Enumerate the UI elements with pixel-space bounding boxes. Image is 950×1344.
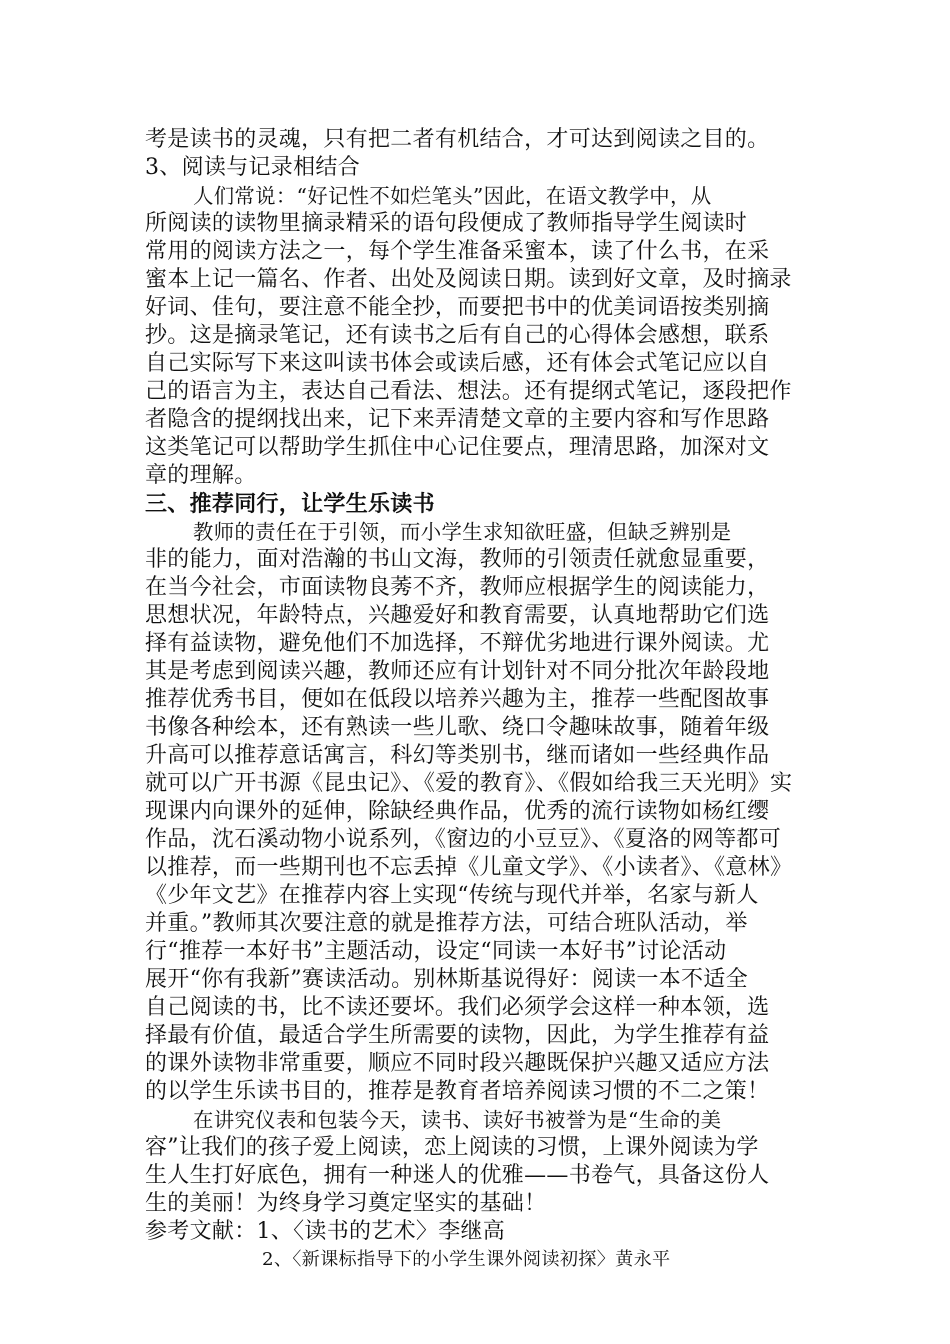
- text-line: 常用的阅读方法之一，每个学生准备采蜜本，读了什么书，在采: [145, 239, 770, 264]
- text-line: 者隐含的提纲找出来，记下来弄清楚文章的主要内容和写作思路: [145, 407, 770, 432]
- text-line: 择最有价值，最适合学生所需要的读物，因此，为学生推荐有益: [145, 1023, 770, 1048]
- section-heading: 三、推荐同行，让学生乐读书: [145, 491, 435, 517]
- paragraph-start-line: 教师的责任在于引领，而小学生求知欲旺盛，但缺乏辨别是: [193, 520, 732, 544]
- text-line: 容”让我们的孩子爱上阅读，恋上阅读的习惯，上课外阅读为学: [145, 1135, 759, 1160]
- text-line: 现课内向课外的延伸，除缺经典作品，优秀的流行读物如杨红缨: [145, 799, 770, 824]
- text-line: 推荐优秀书目，便如在低段以培养兴趣为主，推荐一些配图故事: [145, 687, 770, 712]
- text-line: 择有益读物，避免他们不加选择，不辩优劣地进行课外阅读。尤: [145, 631, 770, 656]
- text-line: 好词、佳句，要注意不能全抄，而要把书中的优美词语按类别摘: [145, 295, 770, 320]
- text-line: 自己实际写下来这叫读书体会或读后感，还有体会式笔记应以自: [145, 351, 770, 376]
- text-line: 所阅读的读物里摘录精采的语句段便成了教师指导学生阅读时: [145, 211, 748, 236]
- text-line: 书像各种绘本，还有熟读一些儿歌、绕口令趣味故事，随着年级: [145, 715, 770, 740]
- text-line: 作品，沈石溪动物小说系列，《窗边的小豆豆》、《夏洛的网等都可: [145, 827, 782, 852]
- text-line: 以推荐，而一些期刊也不忘丢掉《儿童文学》、《小读者》、《意林》: [145, 855, 793, 880]
- text-line: 自己阅读的书，比不读还要坏。我们必须学会这样一种本领，选: [145, 995, 770, 1020]
- text-line: 《少年文艺》在推荐内容上实现“传统与现代并举，名家与新人: [145, 883, 759, 908]
- references-line: 2、〈新课标指导下的小学生课外阅读初探〉黄永平: [262, 1249, 671, 1270]
- text-line: 己的语言为主，表达自己看法、想法。还有提纲式笔记，逐段把作: [145, 379, 792, 404]
- text-line: 非的能力，面对浩瀚的书山文海，教师的引领责任就愈显重要，: [145, 547, 770, 572]
- text-line: 这类笔记可以帮助学生抓住中心记住要点，理清思路，加深对文: [145, 435, 770, 460]
- text-line: 升高可以推荐意话寓言，科幻等类别书，继而诸如一些经典作品: [145, 743, 770, 768]
- text-line: 并重。”教师其次要注意的就是推荐方法，可结合班队活动，举: [145, 911, 748, 936]
- text-line: 生人生打好底色，拥有一种迷人的优雅——书卷气，具备这份人: [145, 1163, 770, 1188]
- references-line: 参考文献：1、〈读书的艺术〉李继高: [145, 1219, 506, 1244]
- text-line: 的课外读物非常重要，顺应不同时段兴趣既保护兴趣又适应方法: [145, 1051, 770, 1076]
- paragraph-start-line: 人们常说：“好记性不如烂笔头”因此，在语文教学中，从: [193, 184, 712, 208]
- text-line: 在当今社会，市面读物良莠不齐，教师应根据学生的阅读能力，: [145, 575, 770, 600]
- text-line: 章的理解。: [145, 463, 257, 488]
- text-line: 思想状况，年龄特点，兴趣爱好和教育需要，认真地帮助它们选: [145, 603, 770, 628]
- subheading-line: 3、阅读与记录相结合: [145, 155, 360, 180]
- paragraph-start-line: 在讲究仪表和包装今天，读书、读好书被誉为是“生命的美: [193, 1108, 722, 1132]
- text-line: 生的美丽！为终身学习奠定坚实的基础！: [145, 1191, 547, 1216]
- text-line: 就可以广开书源《昆虫记》、《爱的教育》、《假如给我三天光明》实: [145, 771, 793, 796]
- text-line: 抄。这是摘录笔记，还有读书之后有自己的心得体会感想，联系: [145, 323, 770, 348]
- text-line: 考是读书的灵魂，只有把二者有机结合，才可达到阅读之目的。: [145, 127, 770, 152]
- text-line: 其是考虑到阅读兴趣，教师还应有计划针对不同分批次年龄段地: [145, 659, 770, 684]
- text-line: 展开“你有我新”赛读活动。别林斯基说得好：阅读一本不适全: [145, 967, 748, 992]
- text-line: 行“推荐一本好书”主题活动，设定“同读一本好书”讨论活动: [145, 939, 727, 964]
- text-line: 的以学生乐读书目的，推荐是教育者培养阅读习惯的不二之策！: [145, 1079, 770, 1104]
- text-line: 蜜本上记一篇名、作者、出处及阅读日期。读到好文章，及时摘录: [145, 267, 792, 292]
